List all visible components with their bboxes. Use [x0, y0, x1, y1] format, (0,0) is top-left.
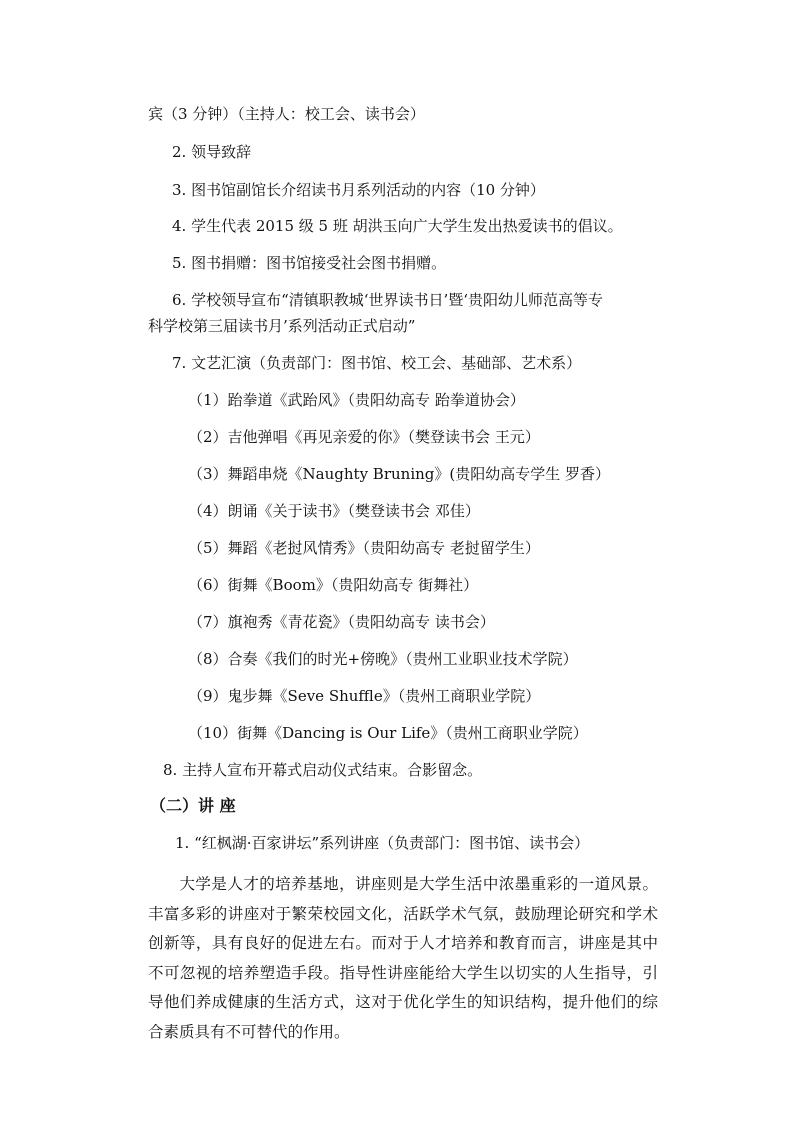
performance-item: （5）舞蹈《老挝风情秀》（贵阳幼高专 老挝留学生）: [188, 539, 540, 557]
performance-item: （1）跆拳道《武跆风》（贵阳幼高专 跆拳道协会）: [188, 391, 525, 409]
performance-item: （8）合奏《我们的时光+傍晚》（贵州工业职业技术学院）: [188, 650, 578, 668]
performance-item: （9）鬼步舞《Seve Shuffle》（贵州工商职业学院）: [188, 687, 541, 705]
intro-tail-line: 宾（3 分钟）（主持人：校工会、读书会）: [148, 105, 425, 123]
program-item-6-line-2: 科学校第三届读书月’系列活动正式启动”: [148, 317, 416, 335]
program-item-6-line-1: 6. 学校领导宣布“清镇职教城‘世界读书日’暨‘贵阳幼儿师范高等专: [172, 291, 604, 309]
program-item-8: 8. 主持人宣布开幕式启动仪式结束。合影留念。: [163, 761, 483, 779]
performance-item: （7）旗袍秀《青花瓷》（贵阳幼高专 读书会）: [188, 613, 495, 631]
performance-item: （10）街舞《Dancing is Our Life》（贵州工商职业学院）: [188, 724, 588, 742]
body-paragraph: [148, 870, 658, 1047]
section-heading: （二）讲 座: [150, 796, 236, 815]
performance-item: （6）街舞《Boom》（贵阳幼高专 街舞社）: [188, 576, 479, 594]
performance-item: （2）吉他弹唱《再见亲爱的你》（樊登读书会 王元）: [188, 428, 540, 446]
program-item-3: 3. 图书馆副馆长介绍读书月系列活动的内容（10 分钟）: [172, 181, 545, 199]
program-item-5: 5. 图书捐赠：图书馆接受社会图书捐赠。: [172, 254, 447, 272]
paragraph-text: 大学是人才的培养基地，讲座则是大学生活中浓墨重彩的一道风景。丰富多彩的讲座对于繁荣校园文化，活跃学术气氛，鼓励理论研究和学术创新等，具有良好的促进左右。而对于人才培养和教育而言，讲座是其中不可忽视的培养塑造手段。指导性讲座能给大学生以切实的人生指导，引导他们养成健康的生活方式，这对于优化学生的知识结构，提升他们的综合素质具有不可替代的作用。: [148, 875, 658, 1041]
performance-item: （3）舞蹈串烧《Naughty Bruning》(贵阳幼高专学生 罗香）: [188, 465, 611, 483]
program-item-2: 2. 领导致辞: [172, 143, 252, 161]
program-item-7: 7. 文艺汇演（负责部门：图书馆、校工会、基础部、艺术系）: [172, 354, 582, 372]
lecture-item-1: 1. “红枫湖·百家讲坛”系列讲座（负责部门：图书馆、读书会）: [175, 834, 590, 852]
program-item-4: 4. 学生代表 2015 级 5 班 胡洪玉向广大学生发出热爱读书的倡议。: [172, 217, 623, 235]
performance-item: （4）朗诵《关于读书》（樊登读书会 邓佳）: [188, 502, 480, 520]
